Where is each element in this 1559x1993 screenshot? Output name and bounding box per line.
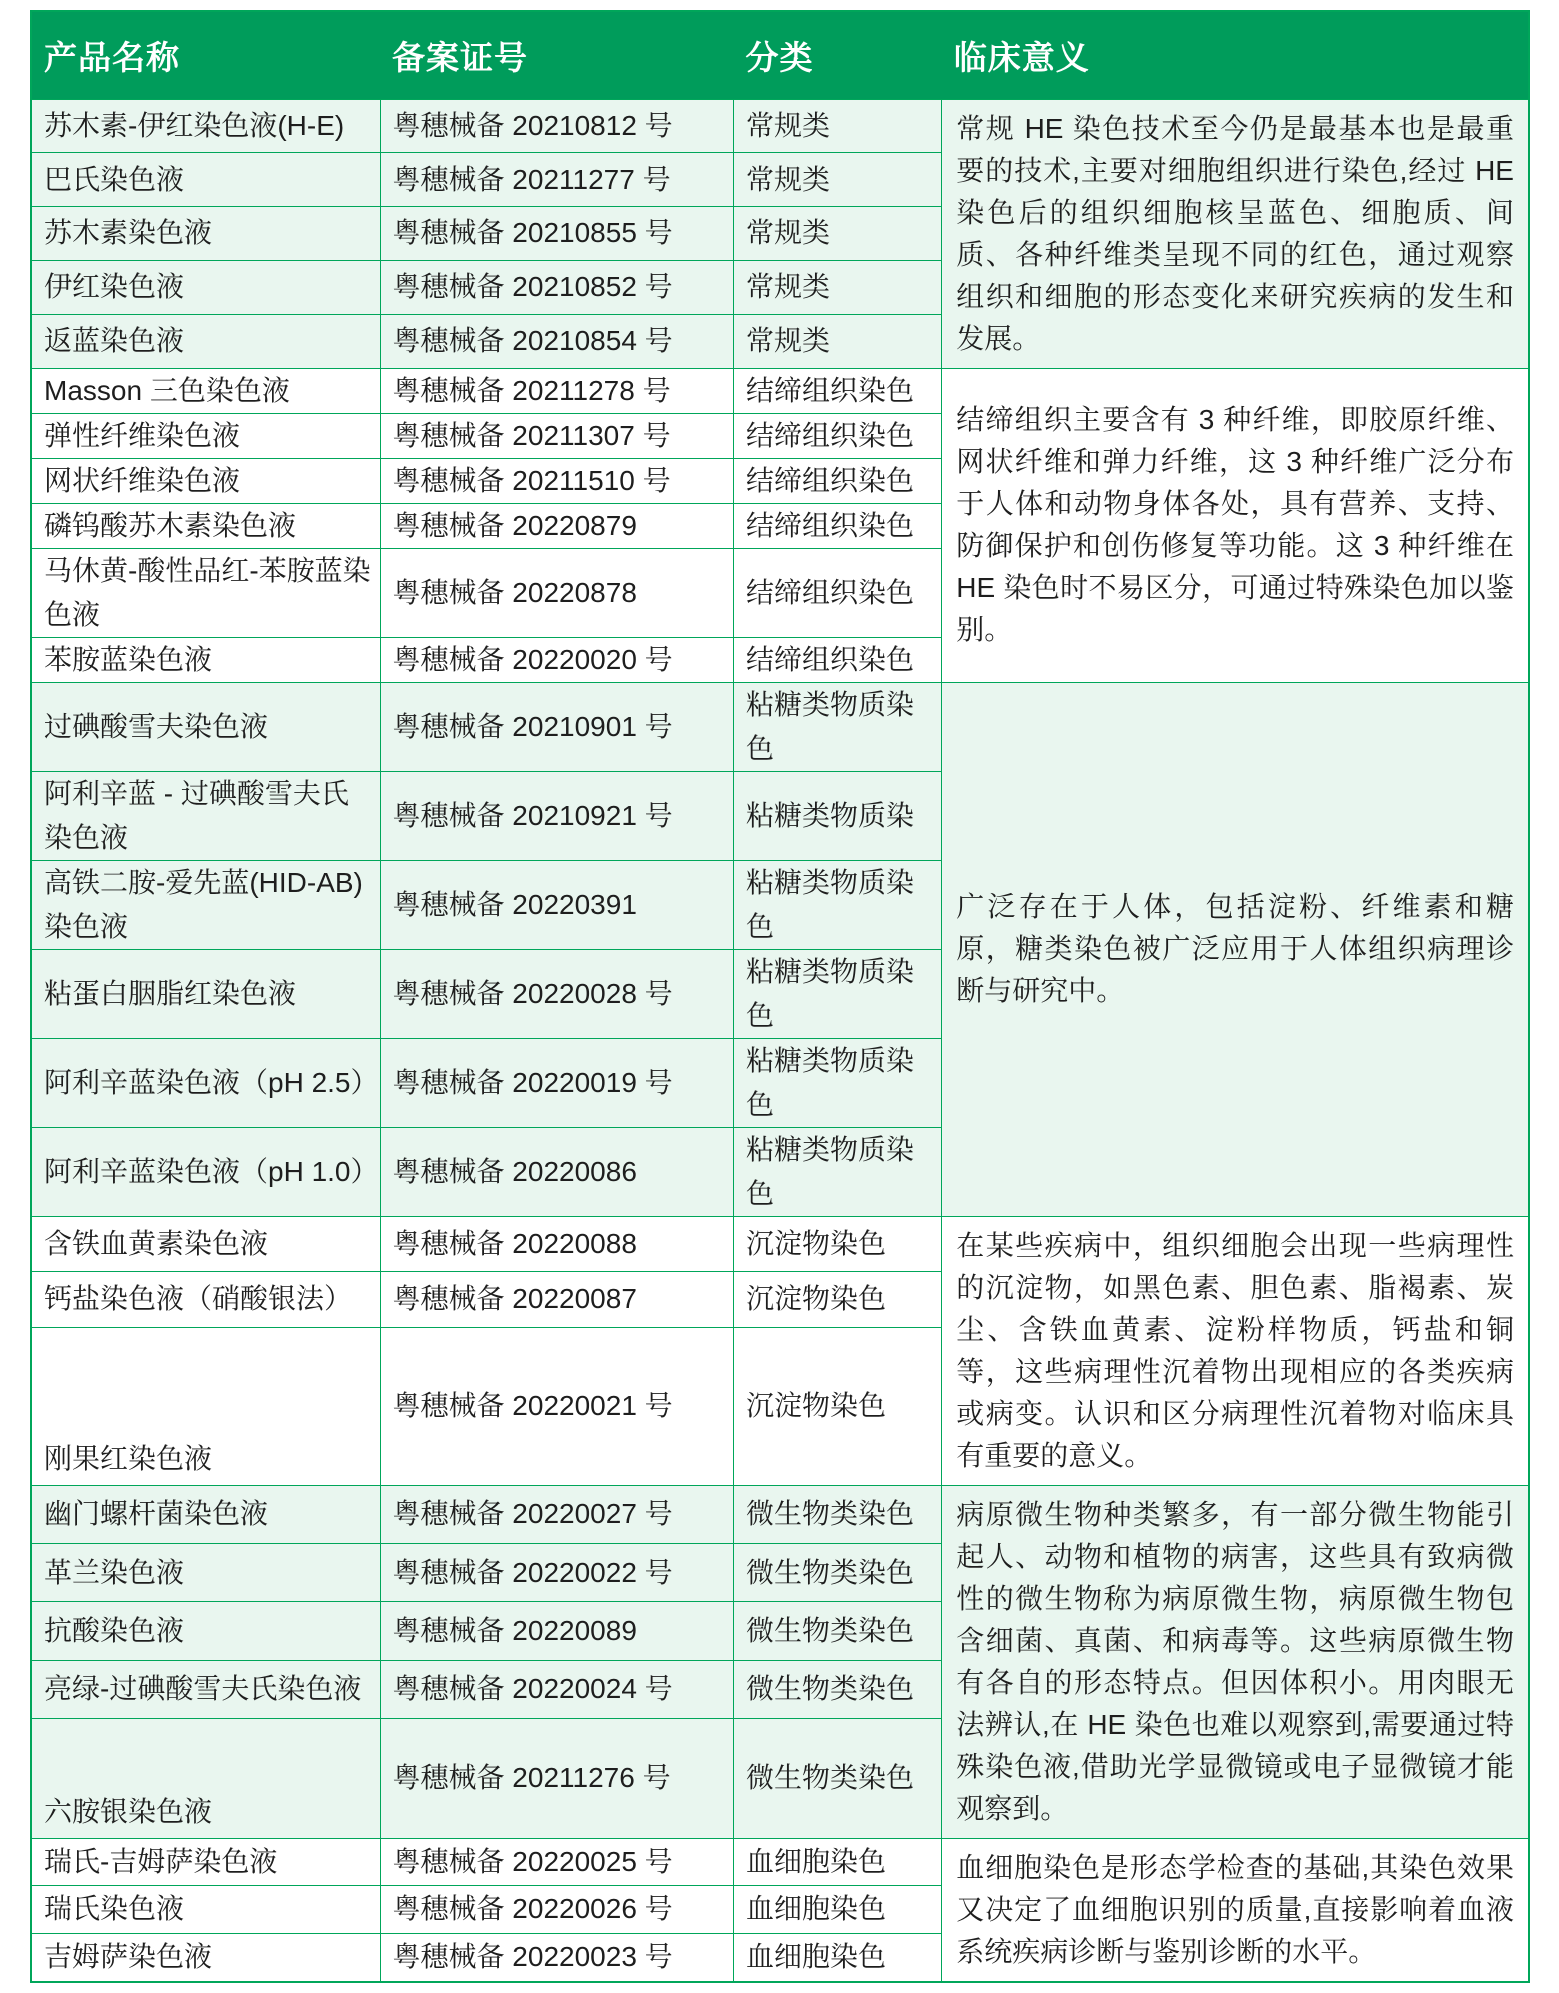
category-cell: 结缔组织染色: [734, 503, 942, 548]
category-cell: 常规类: [734, 153, 942, 207]
category-cell: 粘糖类物质染色: [734, 949, 942, 1038]
cert-number-cell: 粤穗械备 20220087: [380, 1272, 734, 1328]
cert-number-cell: 粤穗械备 20220086: [380, 1127, 734, 1216]
product-name-cell: 弹性纤维染色液: [31, 413, 380, 458]
cert-number-cell: 粤穗械备 20220019 号: [380, 1038, 734, 1127]
product-name-cell: 伊红染色液: [31, 260, 380, 314]
product-name-cell: 磷钨酸苏木素染色液: [31, 503, 380, 548]
clinical-significance-cell: 常规 HE 染色技术至今仍是最基本也是最重要的技术,主要对细胞组织进行染色,经过 HE 染色后的组织细胞核呈蓝色、细胞质、间质、各种纤维类呈现不同的红色，通过观察组织和细胞的形态变化来研究疾病的发生和发展。: [942, 99, 1529, 368]
cert-number-cell: 粤穗械备 20220023 号: [380, 1933, 734, 1981]
clinical-significance-cell: 在某些疾病中，组织细胞会出现一些病理性的沉淀物，如黑色素、胆色素、脂褐素、炭尘、含铁血黄素、淀粉样物质，钙盐和铜等，这些病理性沉着物出现相应的各类疾病或病变。认识和区分病理性沉着物对临床具有重要的意义。: [942, 1216, 1529, 1485]
category-cell: 结缔组织染色: [734, 458, 942, 503]
category-cell: 结缔组织染色: [734, 637, 942, 682]
product-name-cell: 瑞氏染色液: [31, 1886, 380, 1934]
product-name-cell: 巴氏染色液: [31, 153, 380, 207]
col-header-cert-number: 备案证号: [380, 11, 734, 99]
cert-number-cell: 粤穗械备 20211510 号: [380, 458, 734, 503]
product-name-cell: 网状纤维染色液: [31, 458, 380, 503]
cert-number-cell: 粤穗械备 20220026 号: [380, 1886, 734, 1934]
product-name-cell: 粘蛋白胭脂红染色液: [31, 949, 380, 1038]
col-header-product-name: 产品名称: [31, 11, 380, 99]
category-cell: 微生物类染色: [734, 1485, 942, 1543]
cert-number-cell: 粤穗械备 20210855 号: [380, 207, 734, 261]
table-row: [31, 1216, 1529, 1272]
product-name-cell: 革兰染色液: [31, 1543, 380, 1601]
cert-number-cell: 粤穗械备 20210921 号: [380, 771, 734, 860]
category-cell: 结缔组织染色: [734, 413, 942, 458]
product-name-cell: 钙盐染色液（硝酸银法）: [31, 1272, 380, 1328]
category-cell: 沉淀物染色: [734, 1216, 942, 1272]
cert-number-cell: 粤穗械备 20211307 号: [380, 413, 734, 458]
category-cell: 常规类: [734, 314, 942, 368]
product-name-cell: 高铁二胺-爱先蓝(HID-AB)染色液: [31, 860, 380, 949]
category-cell: 粘糖类物质染: [734, 771, 942, 860]
category-cell: 微生物类染色: [734, 1719, 942, 1838]
table-body: [31, 99, 1529, 1982]
category-cell: 常规类: [734, 207, 942, 261]
table-header: [31, 11, 1529, 99]
col-header-clinical-significance: 临床意义: [942, 11, 1529, 99]
clinical-significance-cell: 结缔组织主要含有 3 种纤维，即胶原纤维、网状纤维和弹力纤维，这 3 种纤维广泛分布于人体和动物身体各处，具有营养、支持、防御保护和创伤修复等功能。这 3 种纤维在 HE 染色时不易区分，可通过特殊染色加以鉴别。: [942, 368, 1529, 682]
category-cell: 常规类: [734, 99, 942, 153]
product-name-cell: 刚果红染色液: [31, 1327, 380, 1485]
product-registration-table: [30, 10, 1530, 1983]
cert-number-cell: 粤穗械备 20220025 号: [380, 1838, 734, 1886]
category-cell: 沉淀物染色: [734, 1272, 942, 1328]
table-row: [31, 368, 1529, 413]
table-row: [31, 1838, 1529, 1886]
category-cell: 沉淀物染色: [734, 1327, 942, 1485]
cert-number-cell: 粤穗械备 20210854 号: [380, 314, 734, 368]
category-cell: 血细胞染色: [734, 1886, 942, 1934]
category-cell: 微生物类染色: [734, 1543, 942, 1601]
product-name-cell: 返蓝染色液: [31, 314, 380, 368]
cert-number-cell: 粤穗械备 20211276 号: [380, 1719, 734, 1838]
table-row: [31, 1485, 1529, 1543]
product-name-cell: 苏木素-伊红染色液(H-E): [31, 99, 380, 153]
product-name-cell: 过碘酸雪夫染色液: [31, 682, 380, 771]
category-cell: 粘糖类物质染色: [734, 1038, 942, 1127]
cert-number-cell: 粤穗械备 20220879: [380, 503, 734, 548]
category-cell: 血细胞染色: [734, 1838, 942, 1886]
product-name-cell: 瑞氏-吉姆萨染色液: [31, 1838, 380, 1886]
product-name-cell: 马休黄-酸性品红-苯胺蓝染色液: [31, 548, 380, 637]
category-cell: 血细胞染色: [734, 1933, 942, 1981]
product-name-cell: 苏木素染色液: [31, 207, 380, 261]
cert-number-cell: 粤穗械备 20210901 号: [380, 682, 734, 771]
clinical-significance-cell: 广泛存在于人体，包括淀粉、纤维素和糖原，糖类染色被广泛应用于人体组织病理诊断与研究中。: [942, 682, 1529, 1216]
product-name-cell: 亮绿-过碘酸雪夫氏染色液: [31, 1660, 380, 1718]
category-cell: 结缔组织染色: [734, 548, 942, 637]
cert-number-cell: 粤穗械备 20220088: [380, 1216, 734, 1272]
product-name-cell: 幽门螺杆菌染色液: [31, 1485, 380, 1543]
cert-number-cell: 粤穗械备 20210852 号: [380, 260, 734, 314]
table-row: [31, 99, 1529, 153]
category-cell: 微生物类染色: [734, 1660, 942, 1718]
table-row: [31, 682, 1529, 771]
cert-number-cell: 粤穗械备 20220089: [380, 1602, 734, 1660]
cert-number-cell: 粤穗械备 20220391: [380, 860, 734, 949]
cert-number-cell: 粤穗械备 20220024 号: [380, 1660, 734, 1718]
product-name-cell: 含铁血黄素染色液: [31, 1216, 380, 1272]
cert-number-cell: 粤穗械备 20220028 号: [380, 949, 734, 1038]
cert-number-cell: 粤穗械备 20220022 号: [380, 1543, 734, 1601]
cert-number-cell: 粤穗械备 20210812 号: [380, 99, 734, 153]
cert-number-cell: 粤穗械备 20220020 号: [380, 637, 734, 682]
cert-number-cell: 粤穗械备 20220021 号: [380, 1327, 734, 1485]
header-row: [31, 11, 1529, 99]
category-cell: 微生物类染色: [734, 1602, 942, 1660]
clinical-significance-cell: 病原微生物种类繁多，有一部分微生物能引起人、动物和植物的病害，这些具有致病微性的微生物称为病原微生物，病原微生物包含细菌、真菌、和病毒等。这些病原微生物有各自的形态特点。但因体积小。用肉眼无法辨认,在 HE 染色也难以观察到,需要通过特殊染色液,借助光学显微镜或电子显微镜才能观察到。: [942, 1485, 1529, 1838]
category-cell: 粘糖类物质染色: [734, 1127, 942, 1216]
cert-number-cell: 粤穗械备 20220027 号: [380, 1485, 734, 1543]
product-name-cell: 阿利辛蓝 - 过碘酸雪夫氏染色液: [31, 771, 380, 860]
clinical-significance-cell: 血细胞染色是形态学检查的基础,其染色效果又决定了血细胞识别的质量,直接影响着血液系统疾病诊断与鉴别诊断的水平。: [942, 1838, 1529, 1982]
product-name-cell: 阿利辛蓝染色液（pH 1.0）: [31, 1127, 380, 1216]
col-header-category: 分类: [734, 11, 942, 99]
category-cell: 粘糖类物质染色: [734, 860, 942, 949]
category-cell: 粘糖类物质染色: [734, 682, 942, 771]
category-cell: 常规类: [734, 260, 942, 314]
product-name-cell: Masson 三色染色液: [31, 368, 380, 413]
cert-number-cell: 粤穗械备 20211277 号: [380, 153, 734, 207]
product-name-cell: 苯胺蓝染色液: [31, 637, 380, 682]
product-name-cell: 抗酸染色液: [31, 1602, 380, 1660]
cert-number-cell: 粤穗械备 20220878: [380, 548, 734, 637]
category-cell: 结缔组织染色: [734, 368, 942, 413]
cert-number-cell: 粤穗械备 20211278 号: [380, 368, 734, 413]
product-name-cell: 吉姆萨染色液: [31, 1933, 380, 1981]
product-name-cell: 六胺银染色液: [31, 1719, 380, 1838]
product-name-cell: 阿利辛蓝染色液（pH 2.5）: [31, 1038, 380, 1127]
